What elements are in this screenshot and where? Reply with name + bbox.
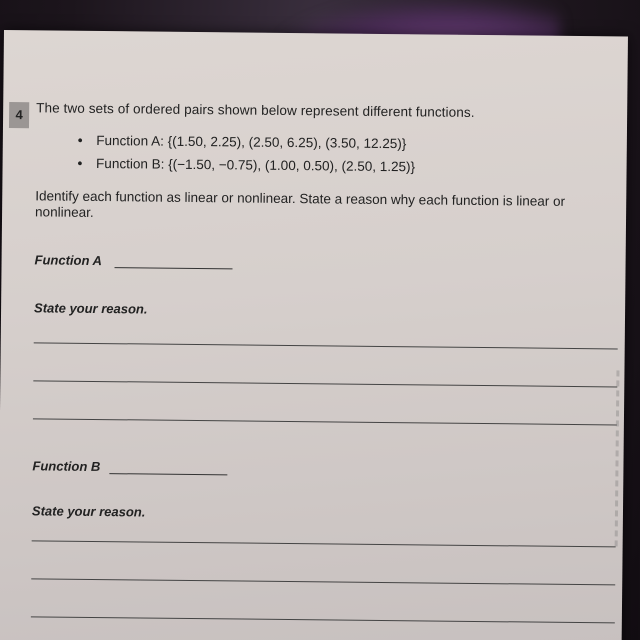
function-a-label: Function A: (96, 132, 164, 149)
question-instruction: Identify each function as linear or nonlinear. State a reason why each function is linear or nonlinear. (35, 188, 566, 220)
function-a-reason-line-3[interactable] (33, 418, 617, 425)
function-b-item (77, 152, 415, 179)
function-b-reason-line-3[interactable] (31, 616, 615, 623)
question-prompt: The two sets of ordered pairs shown below represent different functions. (36, 100, 475, 120)
function-b-label: Function B: (96, 155, 165, 172)
margin-copyright-strip (608, 366, 625, 626)
function-a-reason-label: State your reason. (34, 300, 148, 317)
function-b-reason-label: State your reason. (31, 503, 146, 520)
function-a-answer-label: Function A (34, 252, 103, 269)
function-b-pairs: {(−1.50, −0.75), (1.00, 0.50), (2.50, 1.25)} (168, 156, 416, 175)
function-b-reason-line-1[interactable] (32, 540, 616, 547)
function-b-answer-label: Function B (32, 458, 101, 475)
worksheet-page (0, 30, 628, 640)
function-a-reason-line-1[interactable] (34, 342, 618, 349)
function-a-reason-line-2[interactable] (33, 380, 617, 387)
function-list (77, 129, 415, 179)
function-b-answer-blank[interactable] (109, 473, 227, 475)
function-a-answer-blank[interactable] (115, 267, 233, 269)
function-b-reason-line-2[interactable] (31, 578, 615, 585)
question-number-badge: 4 (9, 102, 29, 128)
function-a-pairs: {(1.50, 2.25), (2.50, 6.25), (3.50, 12.25)} (167, 133, 407, 152)
